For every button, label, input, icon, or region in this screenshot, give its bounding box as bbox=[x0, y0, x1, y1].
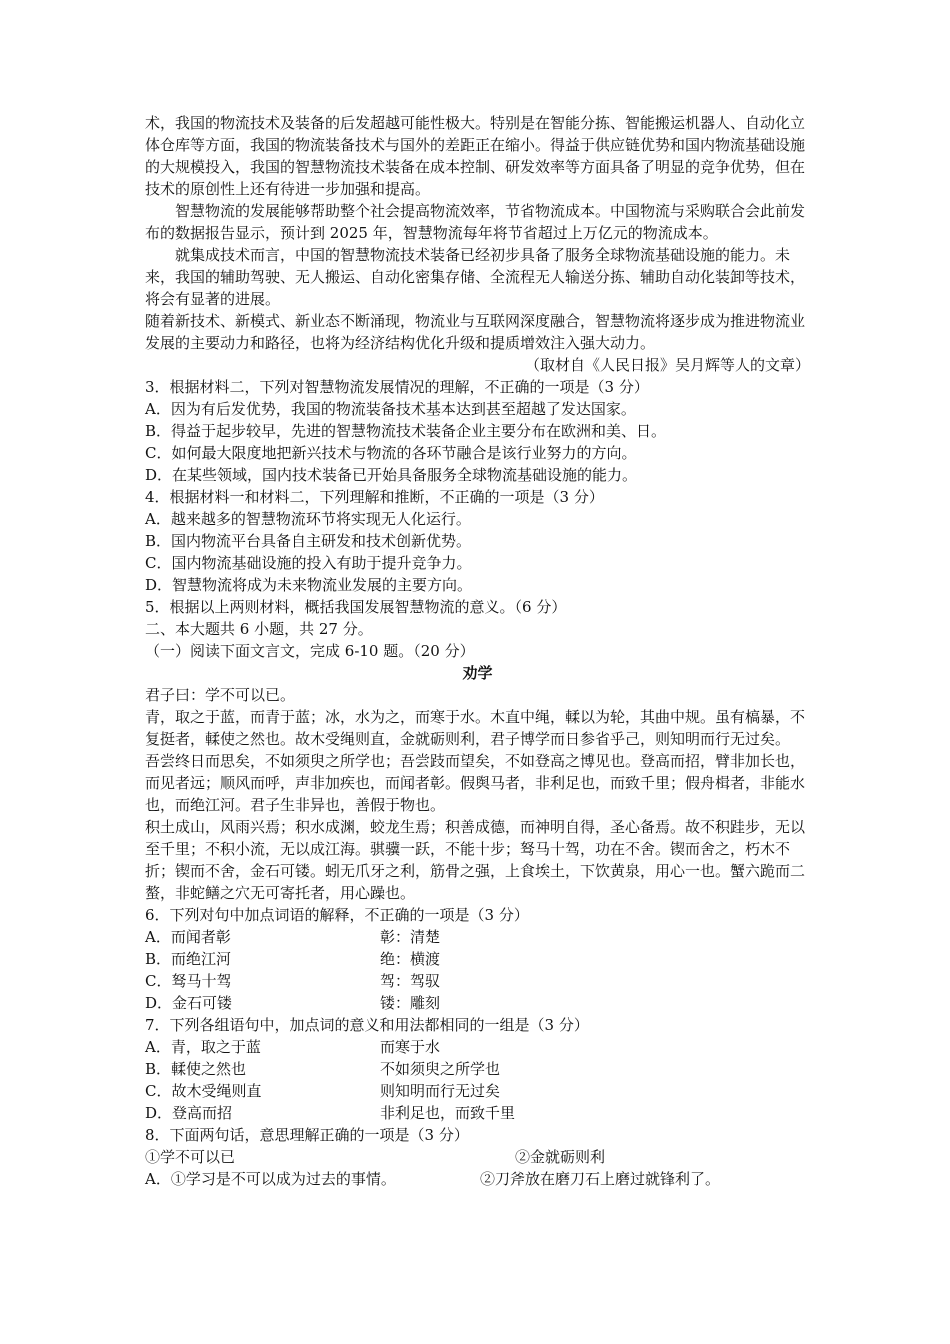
option-sentence-1: C．故木受绳则直 bbox=[145, 1082, 262, 1100]
option-sentence-2: 非利足也，而致千里 bbox=[380, 1104, 516, 1122]
question-7-option-c bbox=[145, 1080, 810, 1102]
option-sentence-2: 而寒于水 bbox=[380, 1038, 441, 1056]
option-a-part-2: ②刀斧放在磨刀石上磨过就锋利了。 bbox=[480, 1170, 721, 1188]
option-explanation: 镂：雕刻 bbox=[380, 994, 441, 1012]
option-sentence-2: 则知明而行无过矣 bbox=[380, 1082, 501, 1100]
question-4-option-d: D．智慧物流将成为未来物流业发展的主要方向。 bbox=[145, 576, 473, 594]
question-7-option-a bbox=[145, 1036, 810, 1058]
source-citation: （取材自《人民日报》吴月辉等人的文章） bbox=[524, 356, 810, 374]
question-3-option-b: B．得益于起步较早，先进的智慧物流技术装备企业主要分布在欧洲和美、日。 bbox=[145, 422, 667, 440]
question-5: 5．根据以上两则材料，概括我国发展智慧物流的意义。（6 分） bbox=[145, 598, 567, 616]
passage-paragraph-1: 君子曰：学不可以已。 bbox=[145, 686, 296, 704]
option-explanation: 绝：横渡 bbox=[380, 950, 441, 968]
question-6-option-c bbox=[145, 970, 810, 992]
option-explanation: 驾：驾驭 bbox=[380, 972, 441, 990]
question-6-option-d bbox=[145, 992, 810, 1014]
question-3-option-c: C．如何最大限度地把新兴技术与物流的各环节融合是该行业努力的方向。 bbox=[145, 444, 637, 462]
sentence-2: ②金就砺则利 bbox=[515, 1148, 606, 1166]
question-4-option-c: C．国内物流基础设施的投入有助于提升竞争力。 bbox=[145, 554, 472, 572]
option-sentence-2: 不如须臾之所学也 bbox=[380, 1060, 501, 1078]
question-6-stem: 6．下列对句中加点词语的解释，不正确的一项是（3 分） bbox=[145, 906, 529, 924]
option-a-part-1: A．①学习是不可以成为过去的事情。 bbox=[145, 1170, 396, 1188]
option-text: C．驽马十驾 bbox=[145, 972, 232, 990]
question-3-stem: 3．根据材料二，下列对智慧物流发展情况的理解，不正确的一项是（3 分） bbox=[145, 378, 649, 396]
question-4-option-b: B．国内物流平台具备自主研发和技术创新优势。 bbox=[145, 532, 472, 550]
material-paragraph-2: 智慧物流的发展能够帮助整个社会提高物流效率，节省物流成本。中国物流与采购联合会此前发布的数据报告显示，预计到 2025 年，智慧物流每年将节省超过上万亿元的物流成本。 bbox=[145, 202, 806, 242]
question-8-sentences bbox=[145, 1146, 810, 1168]
question-4-option-a: A．越来越多的智慧物流环节将实现无人化运行。 bbox=[145, 510, 471, 528]
question-7-option-d bbox=[145, 1102, 810, 1124]
option-text: B．而绝江河 bbox=[145, 950, 232, 968]
exam-page bbox=[145, 112, 810, 1190]
question-6-option-a bbox=[145, 926, 810, 948]
option-explanation: 彰：清楚 bbox=[380, 928, 441, 946]
passage-paragraph-4: 积土成山，风雨兴焉；积水成渊，蛟龙生焉；积善成德，而神明自得，圣心备焉。故不积跬步，无以至千里；不积小流，无以成江海。骐骥一跃，不能十步；驽马十驾，功在不舍。锲而舍之，朽木不折；锲而不舍，金石可镂。蚓无爪牙之利，筋骨之强，上食埃土，下饮黄泉，用心一也。蟹六跪而二螯，非蛇鳝之穴无可寄托者，用心躁也。 bbox=[145, 818, 806, 902]
question-7-stem: 7．下列各组语句中，加点词的意义和用法都相同的一组是（3 分） bbox=[145, 1016, 589, 1034]
sentence-1: ①学不可以已 bbox=[145, 1148, 236, 1166]
passage-paragraph-2: 青，取之于蓝，而青于蓝；冰，水为之，而寒于水。木直中绳，輮以为轮，其曲中规。虽有槁暴，不复挺者，輮使之然也。故木受绳则直，金就砺则利，君子博学而日参省乎己，则知明而行无过矣。 bbox=[145, 708, 806, 748]
passage-paragraph-3: 吾尝终日而思矣，不如须臾之所学也；吾尝跂而望矣，不如登高之博见也。登高而招，臂非加长也，而见者远；顺风而呼，声非加疾也，而闻者彰。假舆马者，非利足也，而致千里；假舟楫者，非能水也，而绝江河。君子生非异也，善假于物也。 bbox=[145, 752, 806, 814]
option-sentence-1: D．登高而招 bbox=[145, 1104, 233, 1122]
material-paragraph-4: 随着新技术、新模式、新业态不断涌现，物流业与互联网深度融合，智慧物流将逐步成为推进物流业发展的主要动力和路径，也将为经济结构优化升级和提质增效注入强大动力。 bbox=[145, 312, 806, 352]
question-7-option-b bbox=[145, 1058, 810, 1080]
question-6-option-b bbox=[145, 948, 810, 970]
option-text: D．金石可镂 bbox=[145, 994, 233, 1012]
question-8-option-a bbox=[145, 1168, 810, 1190]
passage-title: 劝学 bbox=[462, 664, 493, 682]
question-3-option-d: D．在某些领域，国内技术装备已开始具备服务全球物流基础设施的能力。 bbox=[145, 466, 638, 484]
material-paragraph-1: 术，我国的物流技术及装备的后发超越可能性极大。特别是在智能分拣、智能搬运机器人、自动化立体仓库等方面，我国的物流装备技术与国外的差距正在缩小。得益于供应链优势和国内物流基础设施的大规模投入，我国的智慧物流技术装备在成本控制、研发效率等方面具备了明显的竞争优势，但在技术的原创性上还有待进一步加强和提高。 bbox=[145, 114, 806, 198]
section-2-subheading: （一）阅读下面文言文，完成 6-10 题。（20 分） bbox=[145, 642, 475, 660]
option-sentence-1: B．輮使之然也 bbox=[145, 1060, 247, 1078]
section-2-heading: 二、本大题共 6 小题，共 27 分。 bbox=[145, 620, 373, 638]
material-paragraph-3: 就集成技术而言，中国的智慧物流技术装备已经初步具备了服务全球物流基础设施的能力。未来，我国的辅助驾驶、无人搬运、自动化密集存储、全流程无人输送分拣、辅助自动化装卸等技术，将会有显著的进展。 bbox=[145, 246, 806, 308]
question-4-stem: 4．根据材料一和材料二，下列理解和推断，不正确的一项是（3 分） bbox=[145, 488, 604, 506]
option-sentence-1: A．青，取之于蓝 bbox=[145, 1038, 261, 1056]
question-8-stem: 8．下面两句话，意思理解正确的一项是（3 分） bbox=[145, 1126, 469, 1144]
question-3-option-a: A．因为有后发优势，我国的物流装备技术基本达到甚至超越了发达国家。 bbox=[145, 400, 636, 418]
option-text: A．而闻者彰 bbox=[145, 928, 231, 946]
